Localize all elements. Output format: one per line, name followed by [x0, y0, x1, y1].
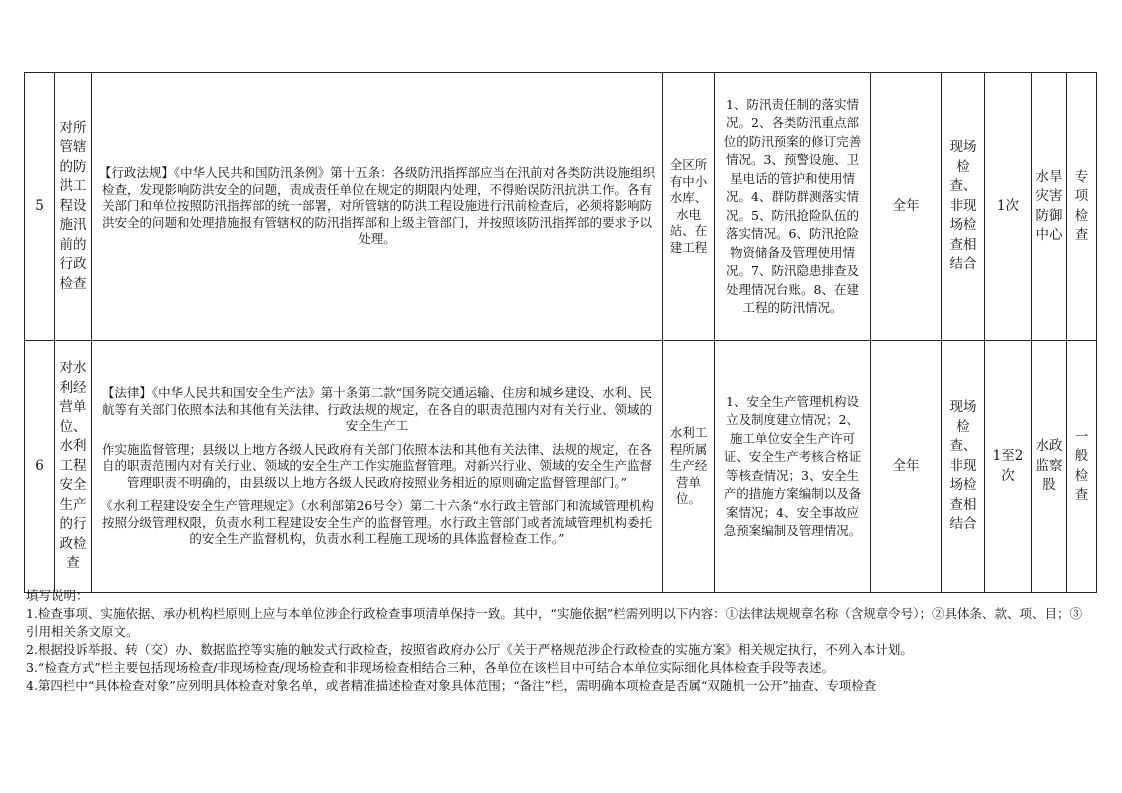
legal-basis: [92, 341, 663, 593]
inspection-time: 全年: [871, 341, 942, 593]
legal-basis-paragraph: 作实施监督管理；县级以上地方各级人民政府有关部门依照本法和其他有关法律、法规的规定，在各自的职责范围内对有关行业、领域的安全生产工作实施监督管理。对新兴行业、领域的安全生产监督管理职责不明确的，由县级以上地方各级人民政府按照业务相近的原则确定监督管理部门。”: [101, 441, 652, 490]
remark: 一般检查: [1067, 341, 1097, 593]
note-item: 3.“检查方式”栏主要包括现场检查/非现场检查/现场检查和非现场检查相结合三种，各单位在该栏目中可结合本单位实际细化具体检查手段等表述。: [26, 660, 835, 675]
legal-basis-paragraph: 【法律】《中华人民共和国安全生产法》第十条第二款“国务院交通运输、住房和城乡建设、水利、民航等有关部门依照本法和其他有关法律、行政法规的规定，在各自的职责范围内对有关行业、领域的安全生产工: [101, 385, 653, 434]
filling-instructions: [26, 587, 1092, 695]
row-number: 6: [25, 341, 55, 593]
inspection-method: 现场检查、非现场检查相结合: [942, 341, 985, 593]
notes-title: 填写说明：: [26, 588, 89, 603]
note-item: 2.根据投诉举报、转（交）办、数据监控等实施的触发式行政检查，按照省政府办公厅《关于严格规范涉企行政检查的实施方案》相关规定执行，不列入本计划。: [26, 642, 913, 657]
inspection-content: 1、防汛责任制的落实情况。2、各类防汛重点部位的防汛预案的修订完善情况。3、预警设施、卫星电话的管护和使用情况。4、群防群测落实情况。5、防汛抢险队伍的落实情况。6、防汛抢险物资储备及管理使用情况。7、防汛隐患排查及处理情况台账。8、在建工程的防汛情况。: [715, 73, 871, 341]
inspection-content: 1、安全生产管理机构设立及制度建立情况；2、施工单位安全生产许可证、安全生产考核合格证等核查情况；3、安全生产的措施方案编制以及备案情况；4、安全事故应急预案编制及管理情况。: [715, 341, 871, 593]
table-row: [25, 73, 1097, 341]
row-number: 5: [25, 73, 55, 341]
inspection-item: 对所管辖的防洪工程设施汛前的行政检查: [55, 73, 92, 341]
inspection-target: 全区所有中小水库、水电站、在建工程: [663, 73, 715, 341]
inspection-target: 水利工程所属生产经营单位。: [663, 341, 715, 593]
note-item: 1.检查事项、实施依据、承办机构栏原则上应与本单位涉企行政检查事项清单保持一致。其中，“实施依据”栏需列明以下内容：①法律法规规章名称（含规章令号）；②具体条、款、项、目；③引用相关条文原文。: [26, 606, 1082, 639]
table-row: [25, 341, 1097, 593]
remark: 专项检查: [1067, 73, 1097, 341]
inspection-method: 现场检查、非现场检查相结合: [942, 73, 985, 341]
responsible-org: 水政监察股: [1032, 341, 1067, 593]
inspection-plan-table: [24, 72, 1097, 593]
responsible-org: 水旱灾害防御中心: [1032, 73, 1067, 341]
inspection-item: 对水利经营单位、水利工程安全生产的行政检查: [55, 341, 92, 593]
inspection-time: 全年: [871, 73, 942, 341]
inspection-frequency: 1次: [985, 73, 1032, 341]
legal-basis-paragraph: 【行政法规】《中华人民共和国防汛条例》第十五条：各级防汛指挥部应当在汛前对各类防洪设施组织检查，发现影响防洪安全的问题，责成责任单位在规定的期限内处理，不得贻误防汛抗洪工作。各有关部门和单位按照防汛指挥部的统一部署，对所管辖的防洪工程设施进行汛前检查后，必须将影响防洪安全的问题和处理措施报有管辖权的防汛指挥部和上级主管部门，并按照该防汛指挥部的要求予以处理。: [98, 165, 656, 247]
note-item: 4.第四栏中“具体检查对象”应列明具体检查对象名单，或者精准描述检查对象具体范围；“备注”栏，需明确本项检查是否属“双随机一公开”抽查、专项检查: [26, 678, 877, 693]
legal-basis-paragraph: 《水利工程建设安全生产管理规定》（水利部第26号令）第二十六条“水行政主管部门和流域管理机构按照分级管理权限，负责水利工程建设安全生产的监督管理。水行政主管部门或者流域管理机构委托的安全生产监督机构，负责水利工程施工现场的具体监督检查工作。”: [100, 498, 654, 547]
inspection-frequency: 1至2次: [985, 341, 1032, 593]
legal-basis: [92, 73, 663, 341]
